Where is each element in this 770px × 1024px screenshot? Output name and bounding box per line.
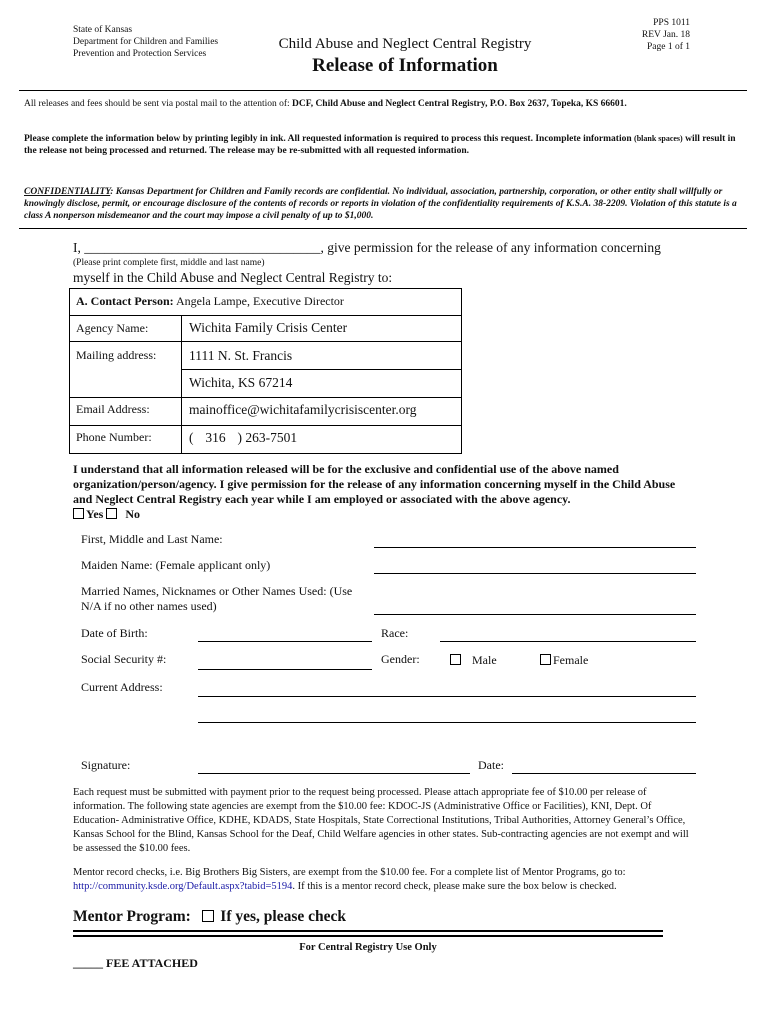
mentor-programs-link[interactable]: http://community.ksde.org/Default.aspx?tabid=5194 (73, 881, 293, 892)
date-label: Date: (478, 758, 504, 772)
female-checkbox[interactable] (540, 654, 551, 665)
mailing-address-label: Mailing address: (76, 348, 157, 362)
full-name-label: First, Middle and Last Name: (81, 532, 223, 546)
gender-female-option: Female (540, 653, 588, 668)
full-name-field[interactable] (374, 547, 696, 548)
fee-attached: _____ FEE ATTACHED (73, 956, 198, 970)
form-meta (590, 17, 690, 53)
signature-field[interactable] (198, 773, 470, 774)
form-title: Release of Information (312, 55, 498, 76)
signature-label: Signature: (81, 758, 131, 772)
other-names-label: Married Names, Nicknames or Other Names Used: (Use N/A if no other names used) (81, 584, 353, 613)
current-address-field-1[interactable] (198, 696, 696, 697)
mentor-checkbox[interactable] (202, 910, 214, 922)
instructions: Please complete the information below by printing legibly in ink. All requested information is required to process this request. Incomplete information (blank spaces) will result in the release not being processed and returned. The release may be re-submitted with all requested information. (24, 134, 736, 156)
phone-value: ( 316 ) 263-7501 (189, 430, 298, 445)
divider-thin (73, 936, 663, 937)
contact-table (69, 288, 462, 454)
form-revision: REV Jan. 18 (641, 30, 690, 40)
address-line-1: 1111 N. St. Francis (189, 348, 293, 363)
race-label: Race: (381, 626, 409, 640)
no-label: No (125, 507, 141, 521)
office-use-heading: For Central Registry Use Only (299, 942, 437, 953)
permission-statement-2: myself in the Child Abuse and Neglect Central Registry to: (73, 270, 393, 285)
registry-title: Child Abuse and Neglect Central Registry (278, 36, 532, 52)
confidentiality-label: CONFIDENTIALITY (24, 187, 111, 197)
org-line-1: State of Kansas (73, 25, 133, 35)
fee-paragraph: Each request must be submitted with payment prior to the request being processed. Please attach appropriate fee of $10.00 per release of information. The following state agencies are exempt from the $10.00 fee: KDOC-JS (Administrative Office or Facilities), KNI, Dept. Of Education- Administrative Office, KDHE, KDADS, State Hospitals, State Correctional Institutions, Tribal Authorities, Attorney General’s Office, Kansas School for the Blind, Kansas School for the Deaf, Child Welfare agencies in other states. Sub-contracting agencies are not exempt and will be assessed the $10.00 fees. (73, 787, 689, 854)
maiden-name-label: Maiden Name: (Female applicant only) (81, 558, 271, 572)
dob-field[interactable] (198, 641, 372, 642)
contact-person: Angela Lampe, Executive Director (176, 294, 344, 308)
consent-statement: I understand that all information released will be for the exclusive and confidential use of the above named organization/person/agency. I give permission for the release of any information concerning myself in the Child Abuse and Neglect Central Registry each year while I am employed or associated with the above agency. (73, 462, 676, 506)
org-line-3: Prevention and Protection Services (73, 49, 207, 59)
mailing-notice: All releases and fees should be sent via postal mail to the attention of: DCF, Child Abuse and Neglect Central Registry, P.O. Box 2637, Topeka, KS 66601. (24, 99, 627, 109)
agency-header (73, 24, 218, 60)
page-number: Page 1 of 1 (646, 42, 690, 52)
date-field[interactable] (512, 773, 696, 774)
ssn-field[interactable] (198, 669, 372, 670)
name-hint: (Please print complete first, middle and last name) (73, 258, 265, 268)
ssn-label: Social Security #: (81, 652, 167, 666)
mailing-address: DCF, Child Abuse and Neglect Central Registry, P.O. Box 2637, Topeka, KS 66601. (292, 99, 627, 109)
permission-statement: I, ___________________________________, give permission for the release of any information concerning (73, 240, 661, 255)
other-names-field[interactable] (374, 614, 696, 615)
notice-box (19, 90, 747, 229)
current-address-label: Current Address: (81, 680, 163, 694)
contact-heading: A. Contact Person: Angela Lampe, Executive Director (76, 294, 344, 308)
mentor-paragraph: Mentor record checks, i.e. Big Brothers Big Sisters, are exempt from the $10.00 fee. For a complete list of Mentor Programs, go to: http://community.ksde.org/Default.aspx?tabid=5194. If this is a mentor record check, please make sure the box below is checked. (73, 867, 626, 892)
race-field[interactable] (440, 641, 696, 642)
male-checkbox[interactable] (450, 654, 461, 665)
no-checkbox[interactable] (106, 508, 117, 519)
maiden-name-field[interactable] (374, 573, 696, 574)
gender-label: Gender: (381, 652, 420, 666)
agency-name-value: Wichita Family Crisis Center (189, 320, 348, 335)
mentor-program-row (73, 908, 346, 926)
gender-male-option: Male (450, 653, 497, 668)
phone-label: Phone Number: (76, 430, 152, 444)
org-line-2: Department for Children and Families (73, 37, 219, 47)
email-label: Email Address: (76, 402, 150, 416)
yes-checkbox[interactable] (73, 508, 84, 519)
yes-label: Yes (86, 507, 104, 521)
agency-name-label: Agency Name: (76, 321, 149, 335)
dob-label: Date of Birth: (81, 626, 148, 640)
address-line-2: Wichita, KS 67214 (189, 375, 293, 390)
current-address-field-2[interactable] (198, 722, 696, 723)
email-value: mainoffice@wichitafamilycrisiscenter.org (189, 402, 417, 417)
mentor-program-label: Mentor Program: (73, 908, 191, 925)
form-id: PPS 1011 (653, 18, 690, 28)
confidentiality-notice: CONFIDENTIALITY: Kansas Department for Children and Family records are confidential. No individual, association, partnership, corporation, or other entity shall willfully or knowingly disclose, permit, or encourage disclosure of the contents of records or reports in violation of the confidentiality requirements of K.S.A. 38-2209. Violation of this statute is a class A nonperson misdemeanor and the court may impose a civil penalty of up to $1,000. (24, 187, 737, 221)
consent-options (73, 507, 140, 522)
mentor-check-label: If yes, please check (220, 908, 346, 925)
